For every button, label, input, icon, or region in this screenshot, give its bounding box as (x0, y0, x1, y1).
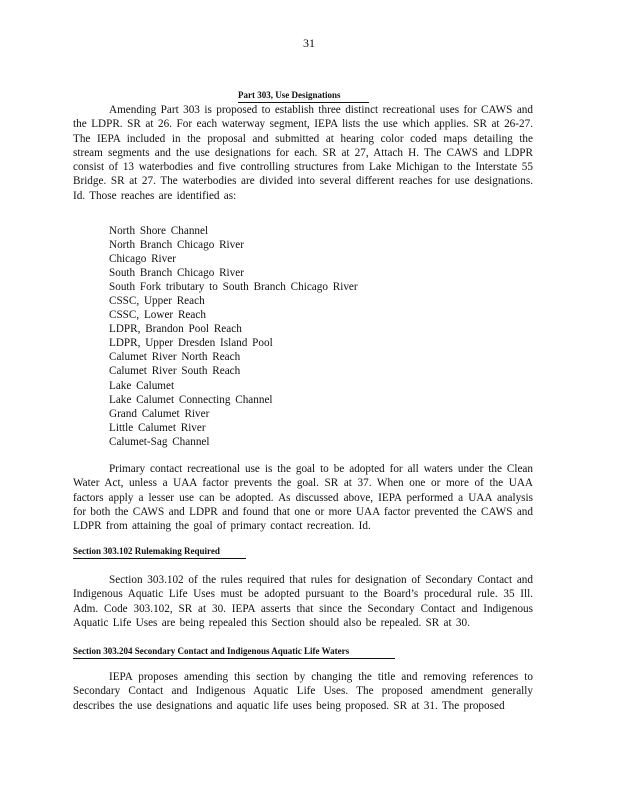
waterbody-item: Grand Calumet River (109, 407, 210, 420)
part-303-heading: Part 303, Use Designations (238, 90, 369, 103)
section-303-102-paragraph-text: Section 303.102 of the rules required that rules for designation of Secondary Contact and Indigenous Aquatic Life Uses must be adopted pursuant to the Board’s procedural rule. 35 Ill. Adm. Code 303.102, SR at 30. IEPA asserts that since the Secondary Contact and Indigenous Aquatic Life Uses are being repealed this Section should also be repealed. SR at 30. (73, 574, 533, 629)
waterbody-item: CSSC, Upper Reach (109, 295, 205, 308)
section-303-204-paragraph (73, 670, 533, 713)
waterbody-item: South Branch Chicago River (109, 267, 244, 280)
section-303-204-heading: Section 303.204 Secondary Contact and Indigenous Aquatic Life Waters (73, 646, 395, 659)
waterbody-item: Little Calumet River (109, 421, 206, 434)
primary-contact-paragraph-text: Primary contact recreational use is the goal to be adopted for all waters under the Clean Water Act, unless a UAA factor prevents the goal. SR at 37. When one or more of the UAA factors apply a lesser use can be adopted. As discussed above, IEPA performed a UAA analysis for both the CAWS and LDPR and found that one or more UAA factor prevented the CAWS and LDPR from attaining the goal of primary contact recreation. Id. (73, 463, 533, 533)
waterbody-list (109, 224, 358, 449)
section-303-102-heading: Section 303.102 Rulemaking Required (73, 546, 246, 559)
waterbody-item: North Branch Chicago River (109, 239, 244, 252)
section-303-102-paragraph (73, 573, 533, 630)
waterbody-item: South Fork tributary to South Branch Chicago River (109, 281, 358, 294)
waterbody-item: CSSC, Lower Reach (109, 309, 206, 322)
section-303-204-paragraph-text: IEPA proposes amending this section by changing the title and removing references to Secondary Contact and Indigenous Aquatic Life Uses. The proposed amendment generally describes the use designations and aquatic life uses being proposed. SR at 31. The proposed (73, 671, 533, 712)
page-number: 31 (303, 36, 315, 50)
waterbody-item: Lake Calumet (109, 379, 175, 392)
part-303-paragraph (73, 103, 533, 203)
waterbody-item: LDPR, Brandon Pool Reach (109, 323, 242, 336)
waterbody-item: Calumet River South Reach (109, 365, 241, 378)
waterbody-item: Chicago River (109, 253, 176, 266)
waterbody-item: Calumet-Sag Channel (109, 435, 210, 448)
part-303-paragraph-text: Amending Part 303 is proposed to establish three distinct recreational uses for CAWS and the LDPR. SR at 26. For each waterway segment, IEPA lists the use which applies. SR at 26-27. The IEPA included in the proposal and submitted at hearing color coded maps detailing the stream segments and the use designations for each. SR at 27, Attach H. The CAWS and LDPR consist of 13 waterbodies and five controlling structures from Lake Michigan to the Interstate 55 Bridge. SR at 27. The waterbodies are divided into several different reaches for use designations. Id. Those reaches are identified as: (73, 104, 533, 202)
waterbody-item: North Shore Channel (109, 225, 209, 237)
primary-contact-paragraph (73, 462, 533, 533)
waterbody-item: LDPR, Upper Dresden Island Pool (109, 337, 273, 350)
waterbody-item: Lake Calumet Connecting Channel (109, 393, 273, 406)
waterbody-item: Calumet River North Reach (109, 351, 241, 364)
